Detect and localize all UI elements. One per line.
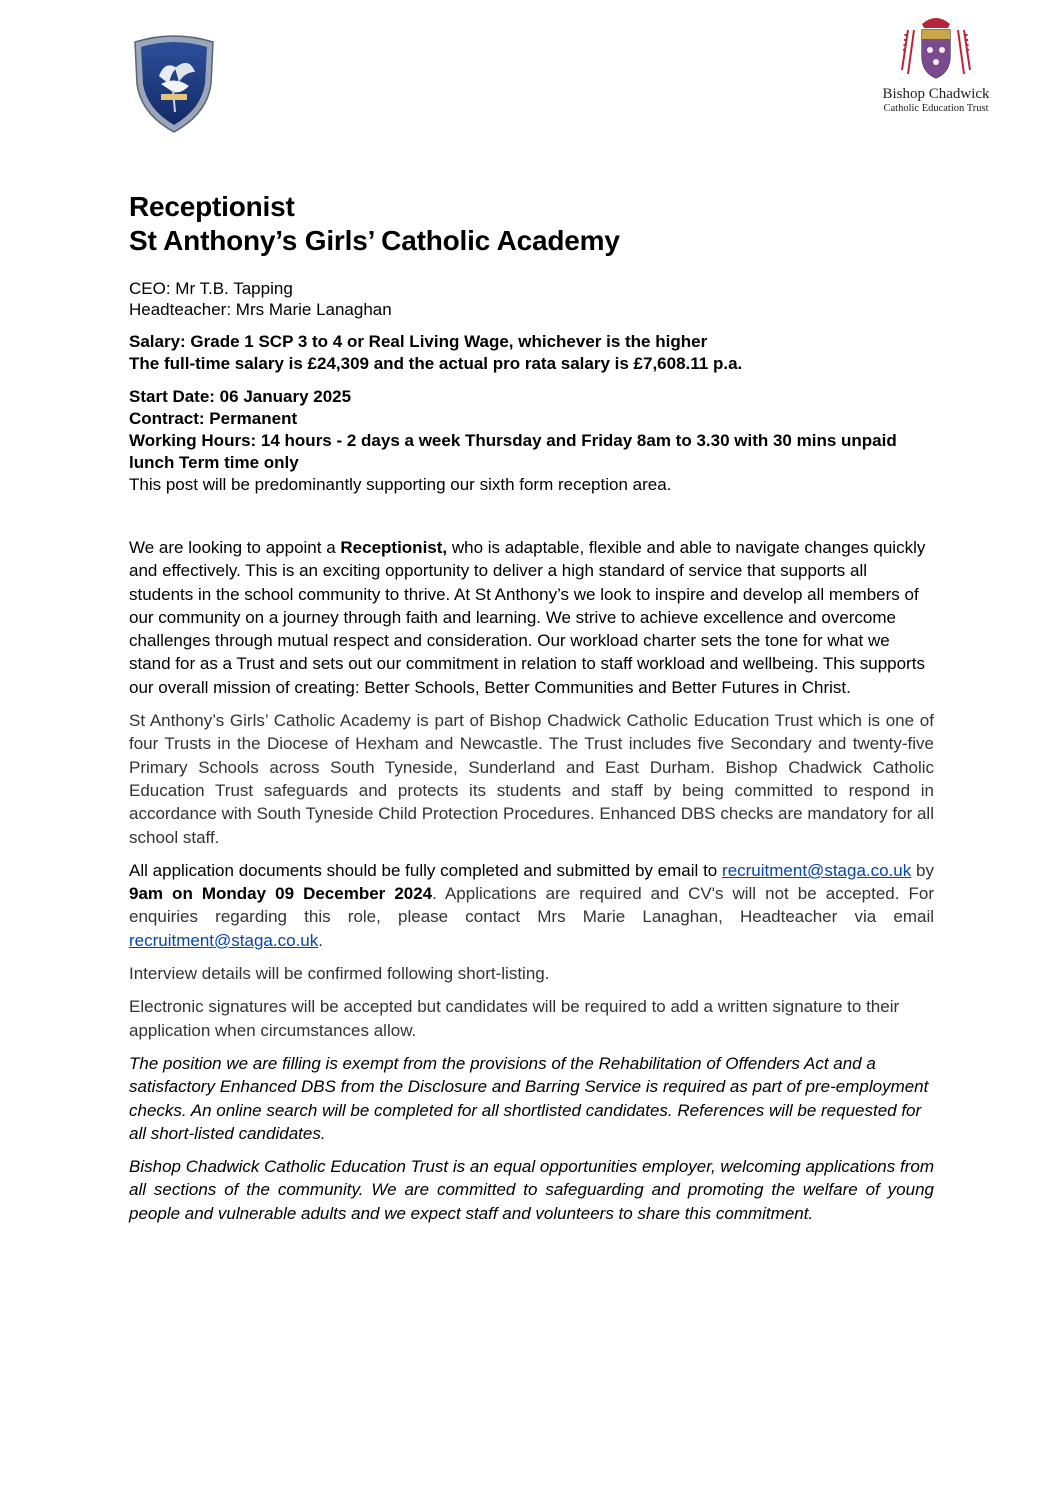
document-body	[129, 190, 934, 1225]
application-text-start: All application documents should be fully completed and submitted by email to	[129, 860, 723, 880]
leadership-block	[129, 278, 934, 320]
recruitment-email-link[interactable]: recruitment@staga.co.uk	[722, 860, 912, 880]
exemption-paragraph: The position we are filling is exempt from the provisions of the Rehabilitation of Offenders Act and a satisfactory Enhanced DBS from the Disclosure and Barring Service is required as part of pre-employment checks. An online search will be completed for all shortlisted candidates. References will be requested for all short-listed candidates.	[129, 1053, 929, 1143]
ceo-line: CEO: Mr T.B. Tapping	[129, 279, 293, 298]
equal-opportunities-paragraph: Bishop Chadwick Catholic Education Trust is an equal opportunities employer, welcoming applications from all sections of the community. We are committed to safeguarding and promoting the welfare of young people and vulnerable adults and we expect staff and volunteers to share this commitment.	[129, 1157, 934, 1223]
interview-paragraph: Interview details will be confirmed following short-listing.	[129, 964, 550, 984]
trust-subtitle: Catholic Education Trust	[883, 103, 989, 114]
trust-paragraph: St Anthony’s Girls’ Catholic Academy is part of Bishop Chadwick Catholic Education Trust which is one of four Trusts in the Diocese of Hexham and Newcastle. The Trust includes five Secondary and twenty-five Primary Schools across South Tyneside, Sunderland and East Durham. Bishop Chadwick Catholic Education Trust safeguards and protects its students and staff by being committed to respond in accordance with South Tyneside Child Protection Procedures. Enhanced DBS checks are mandatory for all school staff.	[129, 711, 934, 847]
start-date: Start Date: 06 January 2025	[129, 387, 352, 406]
post-note: This post will be predominantly supporting our sixth form reception area.	[129, 475, 672, 494]
application-text-end: .	[318, 930, 323, 950]
salary-amount: The full-time salary is £24,309 and the actual pro rata salary is £7,608.11 p.a.	[129, 354, 743, 373]
application-text-rest: . Applications are required and CV's will not be accepted. For enquiries regarding this role, please contact Mrs Marie Lanaghan, Headteacher via email	[129, 884, 934, 927]
trust-logo	[868, 14, 1004, 124]
job-title: Receptionist	[129, 191, 295, 222]
signatures-paragraph: Electronic signatures will be accepted but candidates will be required to add a written signature to their application when circumstances allow.	[129, 997, 900, 1040]
intro-role: Receptionist,	[340, 538, 448, 557]
bishop-chadwick-crest-icon	[900, 14, 972, 84]
salary-block	[129, 331, 934, 375]
page-title	[129, 190, 934, 258]
intro-text-start: We are looking to appoint a	[129, 538, 341, 557]
contract-type: Contract: Permanent	[129, 409, 298, 428]
working-hours: Working Hours: 14 hours - 2 days a week Thursday and Friday 8am to 3.30 with 30 mins unpaid lunch Term time only	[129, 431, 897, 472]
application-paragraph	[129, 859, 934, 952]
school-name: St Anthony’s Girls’ Catholic Academy	[129, 225, 620, 256]
contract-details	[129, 386, 934, 496]
intro-text-rest: who is adaptable, flexible and able to navigate changes quickly and effectively. This is an exciting opportunity to deliver a high standard of service that supports all students in the school community to thrive. At St Anthony’s we look to inspire and develop all members of our community on a journey through faith and learning. We strive to achieve excellence and overcome challenges through mutual respect and consideration. Our workload charter sets the tone for what we stand for as a Trust and sets out our commitment in relation to staff workload and wellbeing. This supports our overall mission of creating: Better Schools, Better Communities and Better Futures in Christ.	[129, 538, 926, 697]
application-text-by: by	[911, 860, 934, 880]
enquiry-email-link[interactable]: recruitment@staga.co.uk	[129, 930, 319, 950]
school-shield-logo-icon	[131, 32, 217, 134]
application-deadline: 9am on Monday 09 December 2024	[129, 884, 433, 904]
trust-name: Bishop Chadwick	[882, 86, 990, 102]
headteacher-line: Headteacher: Mrs Marie Lanaghan	[129, 300, 392, 319]
intro-paragraph	[129, 536, 934, 699]
salary-grade: Salary: Grade 1 SCP 3 to 4 or Real Living Wage, whichever is the higher	[129, 332, 708, 351]
